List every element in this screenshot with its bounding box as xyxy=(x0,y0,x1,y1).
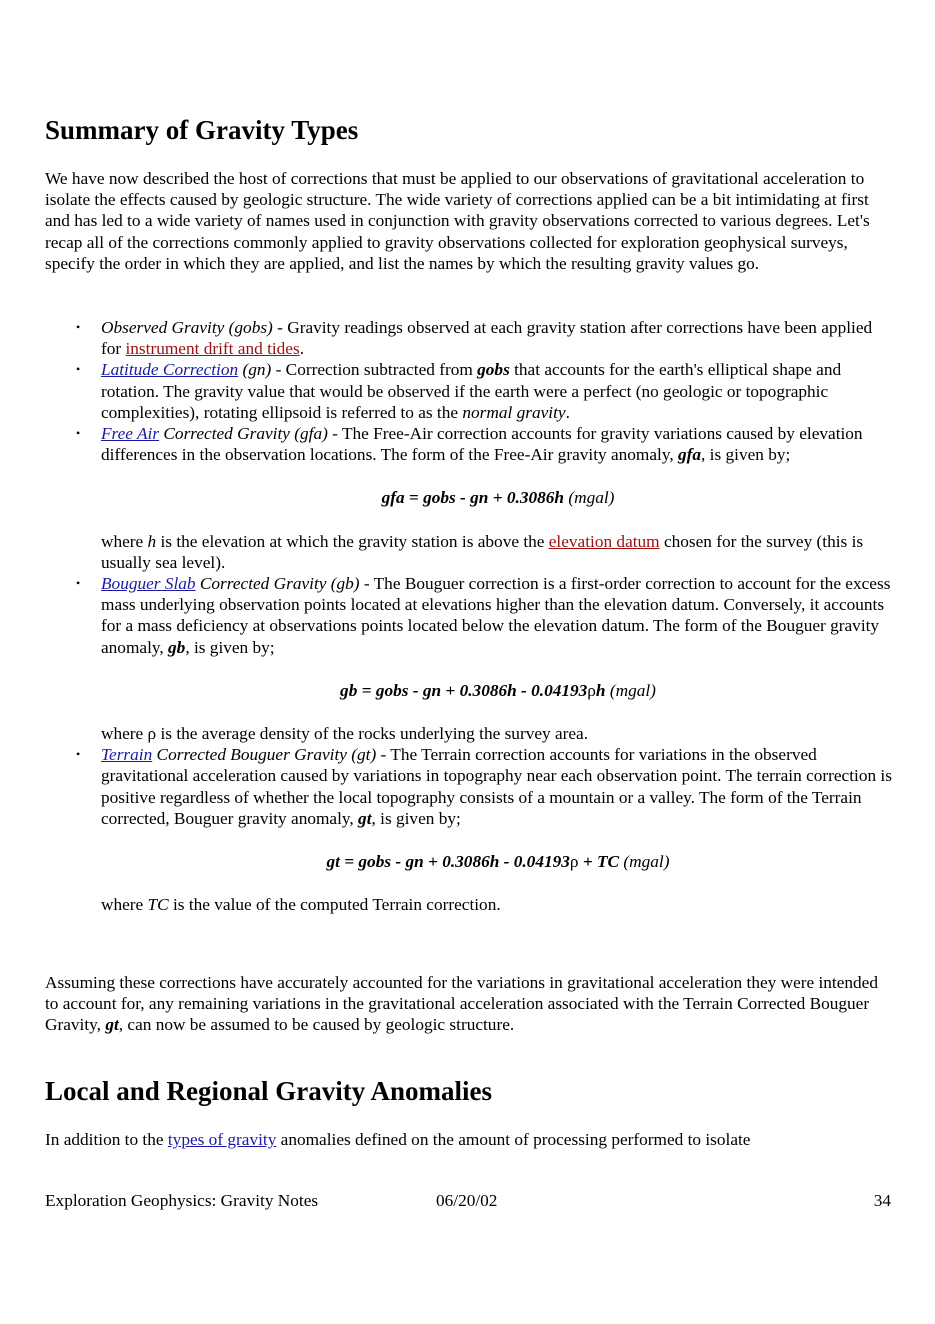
bullet-icon: • xyxy=(76,747,81,762)
gravity-types-list xyxy=(45,317,895,915)
section-heading-local-regional: Local and Regional Gravity Anomalies xyxy=(45,1076,493,1106)
link-bouguer-slab[interactable]: Bouguer Slab xyxy=(101,574,196,594)
link-terrain[interactable]: Terrain xyxy=(101,745,153,765)
intro-paragraph: We have now described the host of corrections that must be applied to our observations of gravitational acceleration to isolate the effects caused by geologic structure. The wide variety of corrections applied can be a bit intimidating at first and has led to a wide variety of names used in conjunction with gravity observations corrected to various degrees. Let's recap all of the corrections commonly applied to gravity observations collected for exploration geophysical surveys, specify the order in which they are applied, and list the names by which the resulting gravity values go. xyxy=(45,169,870,273)
list-item-bouguer-slab: • Bouguer Slab Corrected Gravity (gb) - The Bouguer correction is a first-order correction to account for the excess mass underlying observation points located at elevations higher than the elevation datum. Conversely, it accounts for a mass deficiency at observations points located below the elevation datum. The form of the Bouguer gravity anomaly, gb, is given by; gb = gobs - gn + 0.3086h - 0.04193ρh (mgal) where ρ is the average density of the rocks underlying the survey area. xyxy=(45,573,895,744)
link-elevation-datum[interactable]: elevation datum xyxy=(548,531,660,551)
closing-paragraph: Assuming these corrections have accurately accounted for the variations in gravitational acceleration they were intended to account for, any remaining variations in the gravitational acceleration associated with the Terrain Corrected Bouguer Gravity, gt, can now be assumed to be caused by geologic structure. xyxy=(45,973,878,1035)
local-regional-paragraph: In addition to the types of gravity anomalies defined on the amount of processing performed to isolate xyxy=(45,1130,751,1149)
list-item-terrain: • Terrain Corrected Bouguer Gravity (gt) - The Terrain correction accounts for variations in the observed gravitational acceleration caused by variations in topography near each observation point. The terrain correction is positive regardless of whether the local topography consists of a mountain or a valley. The form of the Terrain corrected, Bouguer gravity anomaly, gt, is given by; gt = gobs - gn + 0.3086h - 0.04193ρ + TC (mgal) where TC is the value of the computed Terrain correction. xyxy=(45,744,895,915)
bullet-icon: • xyxy=(76,426,81,441)
term-gfa: Corrected Gravity (gfa) xyxy=(159,424,328,444)
equation-bouguer: gb = gobs - gn + 0.3086h - 0.04193ρh (mgal) xyxy=(340,680,656,700)
link-instrument-drift[interactable]: instrument drift and tides xyxy=(125,339,300,359)
link-latitude-correction[interactable]: Latitude Correction xyxy=(101,360,239,380)
equation-terrain: gt = gobs - gn + 0.3086h - 0.04193ρ + TC (mgal) xyxy=(326,852,670,872)
link-types-of-gravity[interactable]: types of gravity xyxy=(167,1130,277,1149)
term-gt: Corrected Bouguer Gravity (gt) xyxy=(152,745,377,765)
list-item-observed-gravity: • Observed Gravity (gobs) - Gravity readings observed at each gravity station after corrections have been applied for instrument drift and tides. xyxy=(76,318,873,359)
link-free-air[interactable]: Free Air xyxy=(101,424,160,444)
equation-free-air: gfa = gobs - gn + 0.3086h (mgal) xyxy=(381,488,615,508)
footer-date: 06/20/02 xyxy=(436,1191,498,1210)
footer-title: Exploration Geophysics: Gravity Notes xyxy=(45,1191,319,1210)
bullet-icon: • xyxy=(76,320,81,334)
term-observed-gravity: Observed Gravity (gobs) xyxy=(101,318,273,337)
bouguer-note: where ρ is the average density of the rocks underlying the survey area. xyxy=(101,724,589,744)
footer-page-number: 34 xyxy=(873,1191,891,1210)
terrain-note: where TC is the value of the computed Terrain correction. xyxy=(101,895,501,915)
term-gn: (gn) xyxy=(238,360,272,380)
free-air-note: where h is the elevation at which the gravity station is above the elevation datum chosen for the survey (this is usually sea level). xyxy=(101,531,864,572)
bullet-icon: • xyxy=(76,576,81,591)
section-heading-summary: Summary of Gravity Types xyxy=(45,115,359,145)
term-gb: Corrected Gravity (gb) xyxy=(195,574,360,594)
bullet-icon: • xyxy=(76,362,81,377)
list-item-latitude-correction: • Latitude Correction (gn) - Correction subtracted from gobs that accounts for the earth's elliptical shape and rotation. The gravity value that would be observed if the earth were a perfect (no geologic or topographic complexities), rotating ellipsoid is referred to as the normal gravity. xyxy=(76,360,842,422)
list-item-free-air: • Free Air Corrected Gravity (gfa) - The Free-Air correction accounts for gravity variations caused by elevation differences in the observation locations. The form of the Free-Air gravity anomaly, gfa, is given by; gfa = gobs - gn + 0.3086h (mgal) where h is the elevation at which the gravity station is above the elevation datum chosen for the survey (this is usually sea level). xyxy=(45,423,895,573)
